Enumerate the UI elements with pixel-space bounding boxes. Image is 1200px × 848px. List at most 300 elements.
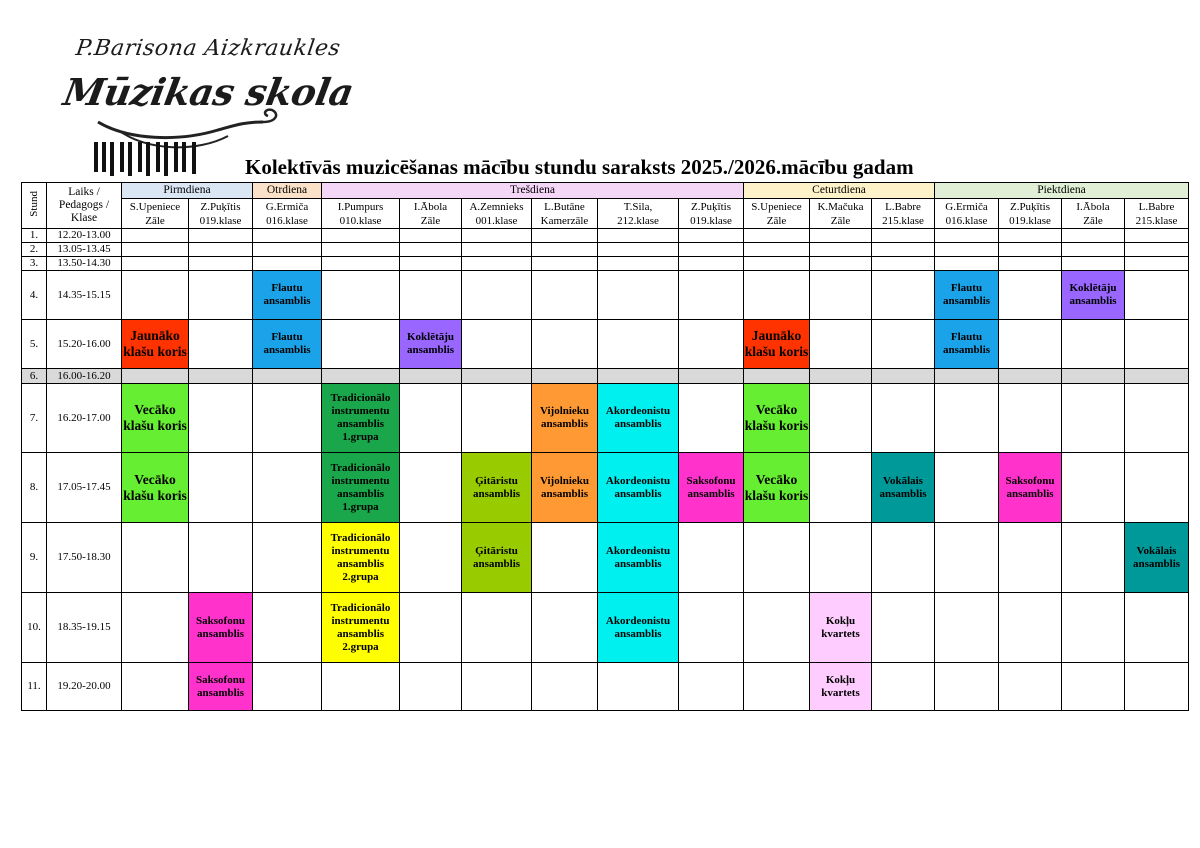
laiks-header xyxy=(47,183,122,229)
ensemble-cell xyxy=(1125,523,1189,593)
ensemble-cell xyxy=(322,453,400,523)
ensemble-label: Tradicionālo instrumentu ansamblis 2.grupa xyxy=(330,601,391,653)
empty-cell xyxy=(744,257,810,271)
lesson-time: 12.20-13.00 xyxy=(47,229,122,243)
empty-cell xyxy=(532,593,598,663)
empty-cell xyxy=(462,593,532,663)
empty-cell xyxy=(999,384,1062,453)
pedagogue-room: 019.klase xyxy=(690,214,732,227)
pedagogue-cell xyxy=(999,199,1062,229)
empty-cell xyxy=(679,523,744,593)
empty-cell xyxy=(1125,453,1189,523)
ensemble-cell xyxy=(400,320,462,369)
ensemble-cell xyxy=(598,453,679,523)
empty-cell xyxy=(400,271,462,320)
pedagogue-cell xyxy=(872,199,935,229)
pedagogue-name: S.Upeniece xyxy=(751,200,802,213)
ensemble-cell xyxy=(810,593,872,663)
ensemble-label: Akordeonistu ansamblis xyxy=(605,405,671,430)
empty-cell xyxy=(935,663,999,711)
empty-cell xyxy=(400,229,462,243)
pedagogue-cell xyxy=(462,199,532,229)
pedagogue-name: I.Ābola xyxy=(413,200,448,213)
pedagogue-cell xyxy=(1125,199,1189,229)
empty-cell xyxy=(872,663,935,711)
empty-cell xyxy=(462,384,532,453)
empty-cell xyxy=(189,257,253,271)
pedagogue-cell xyxy=(810,199,872,229)
empty-cell xyxy=(679,257,744,271)
empty-cell xyxy=(1062,243,1125,257)
empty-cell xyxy=(532,229,598,243)
empty-cell xyxy=(872,384,935,453)
pedagogue-room: Zāle xyxy=(1083,214,1103,227)
empty-cell xyxy=(400,453,462,523)
empty-cell xyxy=(999,663,1062,711)
ensemble-label: Koklētāju ansamblis xyxy=(1069,282,1117,307)
empty-cell xyxy=(122,523,189,593)
ensemble-label: Ģitāristu ansamblis xyxy=(472,474,521,500)
schedule-row xyxy=(22,593,1189,663)
ensemble-label: Kokļu kvartets xyxy=(821,614,860,640)
pedagogue-name: G.Ermiča xyxy=(945,200,988,213)
schedule-row xyxy=(22,229,1189,243)
pedagogue-cell xyxy=(532,199,598,229)
empty-cell xyxy=(1125,663,1189,711)
pedagogue-cell xyxy=(189,199,253,229)
empty-cell xyxy=(744,523,810,593)
lesson-time: 17.50-18.30 xyxy=(47,523,122,593)
pedagogue-room: Zāle xyxy=(830,214,851,227)
empty-cell xyxy=(872,257,935,271)
empty-cell xyxy=(322,271,400,320)
ensemble-cell xyxy=(598,523,679,593)
empty-cell xyxy=(322,320,400,369)
empty-cell xyxy=(872,369,935,384)
empty-cell xyxy=(1062,369,1125,384)
empty-cell xyxy=(253,453,322,523)
day-header: Pirmdiena xyxy=(122,183,253,199)
empty-cell xyxy=(462,243,532,257)
logo-line2: Mūzikas skola xyxy=(60,70,357,114)
empty-cell xyxy=(189,523,253,593)
ensemble-cell xyxy=(935,320,999,369)
lesson-number: 7. xyxy=(22,384,47,453)
empty-cell xyxy=(679,320,744,369)
ensemble-cell xyxy=(679,453,744,523)
ensemble-label: Vecāko klašu koris xyxy=(123,402,187,433)
pedagogue-cell xyxy=(935,199,999,229)
schedule-row xyxy=(22,523,1189,593)
pedagogue-name: L.Butāne xyxy=(544,200,585,213)
lesson-number: 4. xyxy=(22,271,47,320)
pedagogue-cell xyxy=(679,199,744,229)
empty-cell xyxy=(400,384,462,453)
empty-cell xyxy=(598,271,679,320)
empty-cell xyxy=(253,523,322,593)
ensemble-cell xyxy=(122,453,189,523)
empty-cell xyxy=(122,663,189,711)
ensemble-cell xyxy=(1062,271,1125,320)
pedagogue-name: K.Mačuka xyxy=(817,200,864,213)
ensemble-label: Saksofonu ansamblis xyxy=(1005,474,1055,500)
ensemble-cell xyxy=(810,663,872,711)
empty-cell xyxy=(999,320,1062,369)
schedule-row xyxy=(22,320,1189,369)
empty-cell xyxy=(1062,523,1125,593)
empty-cell xyxy=(253,257,322,271)
empty-cell xyxy=(999,243,1062,257)
pedagogue-cell xyxy=(122,199,189,229)
empty-cell xyxy=(1062,663,1125,711)
pedagogue-name: Z.Puķītis xyxy=(690,200,732,213)
pedagogue-room: 019.klase xyxy=(1009,214,1051,227)
lesson-time: 17.05-17.45 xyxy=(47,453,122,523)
ensemble-label: Tradicionālo instrumentu ansamblis 1.grupa xyxy=(330,461,391,513)
pedagogue-room: Zāle xyxy=(145,214,165,227)
empty-cell xyxy=(598,320,679,369)
schedule-row xyxy=(22,453,1189,523)
empty-cell xyxy=(744,229,810,243)
ensemble-cell xyxy=(322,523,400,593)
empty-cell xyxy=(462,271,532,320)
pedagogue-name: S.Upeniece xyxy=(129,200,181,213)
empty-cell xyxy=(122,593,189,663)
schedule-row xyxy=(22,369,1189,384)
empty-cell xyxy=(744,271,810,320)
ensemble-cell xyxy=(253,271,322,320)
ensemble-cell xyxy=(872,453,935,523)
empty-cell xyxy=(679,369,744,384)
empty-cell xyxy=(1062,320,1125,369)
empty-cell xyxy=(598,229,679,243)
pedagogue-name: Z.Puķītis xyxy=(1009,200,1051,213)
empty-cell xyxy=(1062,384,1125,453)
pedagogue-room: 019.klase xyxy=(199,214,242,227)
empty-cell xyxy=(322,663,400,711)
empty-cell xyxy=(1062,593,1125,663)
empty-cell xyxy=(1125,320,1189,369)
ensemble-cell xyxy=(999,453,1062,523)
lesson-number: 8. xyxy=(22,453,47,523)
empty-cell xyxy=(1125,229,1189,243)
empty-cell xyxy=(532,663,598,711)
empty-cell xyxy=(1125,271,1189,320)
empty-cell xyxy=(1062,229,1125,243)
pedagogue-cell xyxy=(253,199,322,229)
pedagogue-room: 212.klase xyxy=(617,214,659,227)
empty-cell xyxy=(935,453,999,523)
empty-cell xyxy=(810,271,872,320)
empty-cell xyxy=(810,453,872,523)
ensemble-label: Jaunāko klašu koris xyxy=(744,328,809,359)
empty-cell xyxy=(744,663,810,711)
empty-cell xyxy=(1062,453,1125,523)
empty-cell xyxy=(935,257,999,271)
empty-cell xyxy=(935,369,999,384)
lesson-number: 10. xyxy=(22,593,47,663)
pedagogue-name: I.Pumpurs xyxy=(337,200,384,213)
ensemble-label: Vecāko klašu koris xyxy=(123,471,187,503)
empty-cell xyxy=(322,229,400,243)
lesson-time: 13.05-13.45 xyxy=(47,243,122,257)
ensemble-label: Saksofonu ansamblis xyxy=(686,474,736,500)
empty-cell xyxy=(122,257,189,271)
empty-cell xyxy=(253,663,322,711)
ensemble-label: Ģitāristu ansamblis xyxy=(472,544,521,570)
empty-cell xyxy=(400,523,462,593)
ensemble-cell xyxy=(322,593,400,663)
ensemble-cell xyxy=(122,320,189,369)
empty-cell xyxy=(189,320,253,369)
ensemble-cell xyxy=(253,320,322,369)
empty-cell xyxy=(935,593,999,663)
schedule-row xyxy=(22,243,1189,257)
pedagogue-room: 001.klase xyxy=(475,214,518,227)
empty-cell xyxy=(400,369,462,384)
lesson-number: 3. xyxy=(22,257,47,271)
empty-cell xyxy=(679,384,744,453)
empty-cell xyxy=(122,369,189,384)
pedagogue-room: 215.klase xyxy=(882,214,924,227)
ensemble-label: Vokālais ansamblis xyxy=(879,474,927,500)
empty-cell xyxy=(253,369,322,384)
logo-line1: P.Barisona Aizkraukles xyxy=(74,36,343,61)
day-header: Piektdiena xyxy=(935,183,1189,199)
pedagogue-room: 016.klase xyxy=(945,214,988,227)
empty-cell xyxy=(744,593,810,663)
stund-header xyxy=(22,183,47,229)
day-header: Otrdiena xyxy=(253,183,322,199)
empty-cell xyxy=(598,369,679,384)
empty-cell xyxy=(1125,257,1189,271)
ensemble-label: Akordeonistu ansamblis xyxy=(605,614,671,640)
ensemble-cell xyxy=(189,663,253,711)
empty-cell xyxy=(872,271,935,320)
ensemble-cell xyxy=(598,384,679,453)
pedagogue-room: Zāle xyxy=(766,214,787,227)
ensemble-label: Flautu ansamblis xyxy=(263,331,311,356)
ensemble-label: Saksofonu ansamblis xyxy=(196,614,245,640)
ensemble-cell xyxy=(744,320,810,369)
pedagogue-cell xyxy=(598,199,679,229)
empty-cell xyxy=(679,243,744,257)
ensemble-cell xyxy=(744,384,810,453)
day-header: Ceturtdiena xyxy=(744,183,935,199)
empty-cell xyxy=(999,369,1062,384)
empty-cell xyxy=(999,593,1062,663)
empty-cell xyxy=(679,229,744,243)
empty-cell xyxy=(935,229,999,243)
ensemble-label: Flautu ansamblis xyxy=(942,282,991,307)
empty-cell xyxy=(253,593,322,663)
empty-cell xyxy=(810,243,872,257)
ensemble-label: Kokļu kvartets xyxy=(821,673,860,699)
empty-cell xyxy=(1062,257,1125,271)
pedagogue-name: L.Babre xyxy=(1138,200,1175,213)
empty-cell xyxy=(999,271,1062,320)
empty-cell xyxy=(189,243,253,257)
empty-cell xyxy=(189,369,253,384)
empty-cell xyxy=(1125,369,1189,384)
pedagogue-name: T.Sila, xyxy=(623,200,653,213)
lesson-number: 1. xyxy=(22,229,47,243)
empty-cell xyxy=(189,384,253,453)
empty-cell xyxy=(322,369,400,384)
ensemble-label: Saksofonu ansamblis xyxy=(196,673,245,699)
pedagogue-cell xyxy=(322,199,400,229)
pedagogue-cell xyxy=(400,199,462,229)
empty-cell xyxy=(872,229,935,243)
pedagogue-room: Zāle xyxy=(420,214,441,227)
pedagogue-name: L.Babre xyxy=(885,200,921,213)
pedagogue-header-row xyxy=(22,199,1189,229)
empty-cell xyxy=(400,593,462,663)
lesson-number: 9. xyxy=(22,523,47,593)
empty-cell xyxy=(810,320,872,369)
schedule-row xyxy=(22,384,1189,453)
ensemble-cell xyxy=(744,453,810,523)
ensemble-label: Akordeonistu ansamblis xyxy=(605,474,671,500)
empty-cell xyxy=(935,384,999,453)
day-header: Trešdiena xyxy=(322,183,744,199)
ensemble-cell xyxy=(462,453,532,523)
ensemble-label: Vijolnieku ansamblis xyxy=(539,405,590,430)
empty-cell xyxy=(462,663,532,711)
ensemble-label: Tradicionālo instrumentu ansamblis 2.grupa xyxy=(330,531,391,583)
ensemble-label: Vecāko klašu koris xyxy=(744,402,809,433)
ensemble-cell xyxy=(322,384,400,453)
schedule-table xyxy=(21,182,1189,711)
ensemble-cell xyxy=(935,271,999,320)
empty-cell xyxy=(679,663,744,711)
empty-cell xyxy=(598,257,679,271)
lesson-time: 14.35-15.15 xyxy=(47,271,122,320)
ensemble-label: Vokālais ansamblis xyxy=(1132,544,1181,570)
schedule-row xyxy=(22,257,1189,271)
empty-cell xyxy=(744,243,810,257)
empty-cell xyxy=(1125,384,1189,453)
empty-cell xyxy=(810,523,872,593)
empty-cell xyxy=(322,257,400,271)
empty-cell xyxy=(462,229,532,243)
empty-cell xyxy=(532,369,598,384)
ensemble-cell xyxy=(189,593,253,663)
empty-cell xyxy=(872,523,935,593)
pedagogue-name: I.Ābola xyxy=(1076,200,1110,213)
day-header-row xyxy=(22,183,1189,199)
pedagogue-cell xyxy=(1062,199,1125,229)
laiks-label: Laiks / Pedagogs / Klase xyxy=(58,186,110,224)
page-title: Kolektīvās muzicēšanas mācību stundu saraksts 2025./2026.mācību gadam xyxy=(245,155,914,179)
ensemble-cell xyxy=(532,384,598,453)
empty-cell xyxy=(253,243,322,257)
stund-label: Stund xyxy=(27,190,40,217)
empty-cell xyxy=(122,229,189,243)
empty-cell xyxy=(532,271,598,320)
lesson-time: 16.00-16.20 xyxy=(47,369,122,384)
empty-cell xyxy=(122,243,189,257)
pedagogue-room: 010.klase xyxy=(339,214,382,227)
empty-cell xyxy=(999,523,1062,593)
lesson-time: 19.20-20.00 xyxy=(47,663,122,711)
lesson-time: 13.50-14.30 xyxy=(47,257,122,271)
empty-cell xyxy=(1125,593,1189,663)
empty-cell xyxy=(1125,243,1189,257)
empty-cell xyxy=(253,229,322,243)
empty-cell xyxy=(122,271,189,320)
ensemble-label: Koklētāju ansamblis xyxy=(406,331,455,356)
ensemble-cell xyxy=(532,453,598,523)
empty-cell xyxy=(400,243,462,257)
empty-cell xyxy=(462,257,532,271)
empty-cell xyxy=(462,369,532,384)
empty-cell xyxy=(532,257,598,271)
ensemble-cell xyxy=(122,384,189,453)
lesson-number: 2. xyxy=(22,243,47,257)
pedagogue-room: 016.klase xyxy=(266,214,308,227)
pedagogue-cell xyxy=(744,199,810,229)
pedagogue-name: Z.Puķītis xyxy=(200,200,241,213)
empty-cell xyxy=(189,271,253,320)
ensemble-label: Flautu ansamblis xyxy=(942,331,991,356)
empty-cell xyxy=(598,663,679,711)
schedule-row xyxy=(22,663,1189,711)
empty-cell xyxy=(872,593,935,663)
pedagogue-name: G.Ermiča xyxy=(265,200,309,213)
empty-cell xyxy=(462,320,532,369)
empty-cell xyxy=(322,243,400,257)
pedagogue-room: 215.klase xyxy=(1135,214,1178,227)
empty-cell xyxy=(189,453,253,523)
empty-cell xyxy=(532,523,598,593)
empty-cell xyxy=(679,271,744,320)
empty-cell xyxy=(935,243,999,257)
empty-cell xyxy=(999,257,1062,271)
empty-cell xyxy=(598,243,679,257)
ensemble-label: Tradicionālo instrumentu ansamblis 1.grupa xyxy=(330,392,391,443)
ensemble-label: Akordeonistu ansamblis xyxy=(605,544,671,570)
empty-cell xyxy=(744,369,810,384)
ensemble-cell xyxy=(462,523,532,593)
empty-cell xyxy=(253,384,322,453)
empty-cell xyxy=(532,320,598,369)
schedule-row xyxy=(22,271,1189,320)
ensemble-label: Flautu ansamblis xyxy=(263,282,311,307)
empty-cell xyxy=(532,243,598,257)
empty-cell xyxy=(679,593,744,663)
empty-cell xyxy=(872,320,935,369)
pedagogue-name: A.Zemnieks xyxy=(469,200,524,213)
ensemble-cell xyxy=(598,593,679,663)
lesson-time: 15.20-16.00 xyxy=(47,320,122,369)
lesson-number: 6. xyxy=(22,369,47,384)
empty-cell xyxy=(810,257,872,271)
empty-cell xyxy=(999,229,1062,243)
lesson-time: 16.20-17.00 xyxy=(47,384,122,453)
lesson-number: 11. xyxy=(22,663,47,711)
lesson-number: 5. xyxy=(22,320,47,369)
empty-cell xyxy=(810,229,872,243)
ensemble-label: Jaunāko klašu koris xyxy=(123,328,187,359)
pedagogue-room: Kamerzāle xyxy=(540,214,589,227)
empty-cell xyxy=(400,257,462,271)
empty-cell xyxy=(810,369,872,384)
empty-cell xyxy=(935,523,999,593)
ensemble-label: Vecāko klašu koris xyxy=(744,471,809,503)
ensemble-label: Vijolnieku ansamblis xyxy=(539,474,590,500)
empty-cell xyxy=(400,663,462,711)
